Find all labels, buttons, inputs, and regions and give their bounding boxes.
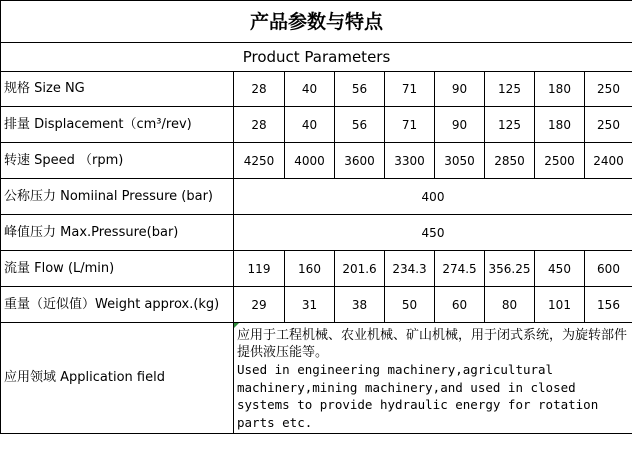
table-cell: 119 — [234, 251, 285, 287]
merged-cell: 400 — [234, 179, 632, 215]
table-cell: 3600 — [335, 143, 385, 179]
table-cell: 250 — [585, 107, 632, 143]
table-cell: 274.5 — [435, 251, 485, 287]
row-label: 公称压力 Nomiinal Pressure (bar) — [1, 179, 234, 215]
table-cell: 38 — [335, 287, 385, 323]
table-cell: 180 — [535, 107, 585, 143]
application-text — [234, 323, 632, 434]
table-cell: 50 — [385, 287, 435, 323]
table-row-flow — [1, 251, 632, 287]
table-cell: 4250 — [234, 143, 285, 179]
application-text-en-line: parts etc. — [237, 414, 313, 430]
application-text-cn: 应用于工程机械、农业机械、矿山机械，用于闭式系统，为旋转部件提供液压能等。 — [237, 328, 628, 360]
application-text-en-line: systems to provide hydraulic energy for rotation — [237, 397, 599, 412]
table-row-speed — [1, 143, 632, 179]
table-cell: 90 — [435, 72, 485, 107]
table-subtitle: Product Parameters — [1, 43, 632, 72]
table-cell: 125 — [485, 107, 535, 143]
table-cell: 56 — [335, 72, 385, 107]
table-cell: 3050 — [435, 143, 485, 179]
table-cell: 356.25 — [485, 251, 535, 287]
table-row-size — [1, 72, 632, 107]
table-cell: 60 — [435, 287, 485, 323]
application-text-en-line: machinery,mining machinery,and used in closed — [237, 379, 576, 395]
table-cell: 56 — [335, 107, 385, 143]
row-label: 峰值压力 Max.Pressure(bar) — [1, 215, 234, 251]
table-cell: 160 — [285, 251, 335, 287]
table-cell: 600 — [585, 251, 632, 287]
table-row-nominal-pressure — [1, 179, 632, 215]
table-row-displacement — [1, 107, 632, 143]
table-cell: 201.6 — [335, 251, 385, 287]
table-cell: 71 — [385, 107, 435, 143]
application-text-en-line: Used in engineering machinery,agricultural — [237, 362, 554, 377]
row-label: 应用领域 Application field — [1, 323, 234, 434]
row-label: 规格 Size NG — [1, 72, 234, 107]
table-row-max-pressure — [1, 215, 632, 251]
table-cell: 28 — [234, 72, 285, 107]
row-label: 转速 Speed （rpm) — [1, 143, 234, 179]
table-cell: 101 — [535, 287, 585, 323]
table-cell: 71 — [385, 72, 435, 107]
table-cell: 180 — [535, 72, 585, 107]
table-cell: 31 — [285, 287, 335, 323]
table-cell: 90 — [435, 107, 485, 143]
table-cell: 29 — [234, 287, 285, 323]
table-cell: 450 — [535, 251, 585, 287]
table-cell: 250 — [585, 72, 632, 107]
merged-cell: 450 — [234, 215, 632, 251]
table-row-weight — [1, 287, 632, 323]
row-label: 重量（近似值）Weight approx.(kg) — [1, 287, 234, 323]
table-cell: 40 — [285, 72, 335, 107]
table-cell: 28 — [234, 107, 285, 143]
table-title: 产品参数与特点 — [1, 1, 632, 43]
table-cell: 3300 — [385, 143, 435, 179]
row-label: 排量 Displacement（cm³/rev) — [1, 107, 234, 143]
table-cell: 2400 — [585, 143, 632, 179]
table-cell: 2500 — [535, 143, 585, 179]
table-cell: 156 — [585, 287, 632, 323]
table-cell: 40 — [285, 107, 335, 143]
table-row-application — [1, 323, 632, 434]
table-cell: 125 — [485, 72, 535, 107]
table-cell: 2850 — [485, 143, 535, 179]
table-cell: 4000 — [285, 143, 335, 179]
comment-marker-icon — [234, 323, 239, 328]
row-label: 流量 Flow (L/min) — [1, 251, 234, 287]
table-cell: 80 — [485, 287, 535, 323]
table-cell: 234.3 — [385, 251, 435, 287]
